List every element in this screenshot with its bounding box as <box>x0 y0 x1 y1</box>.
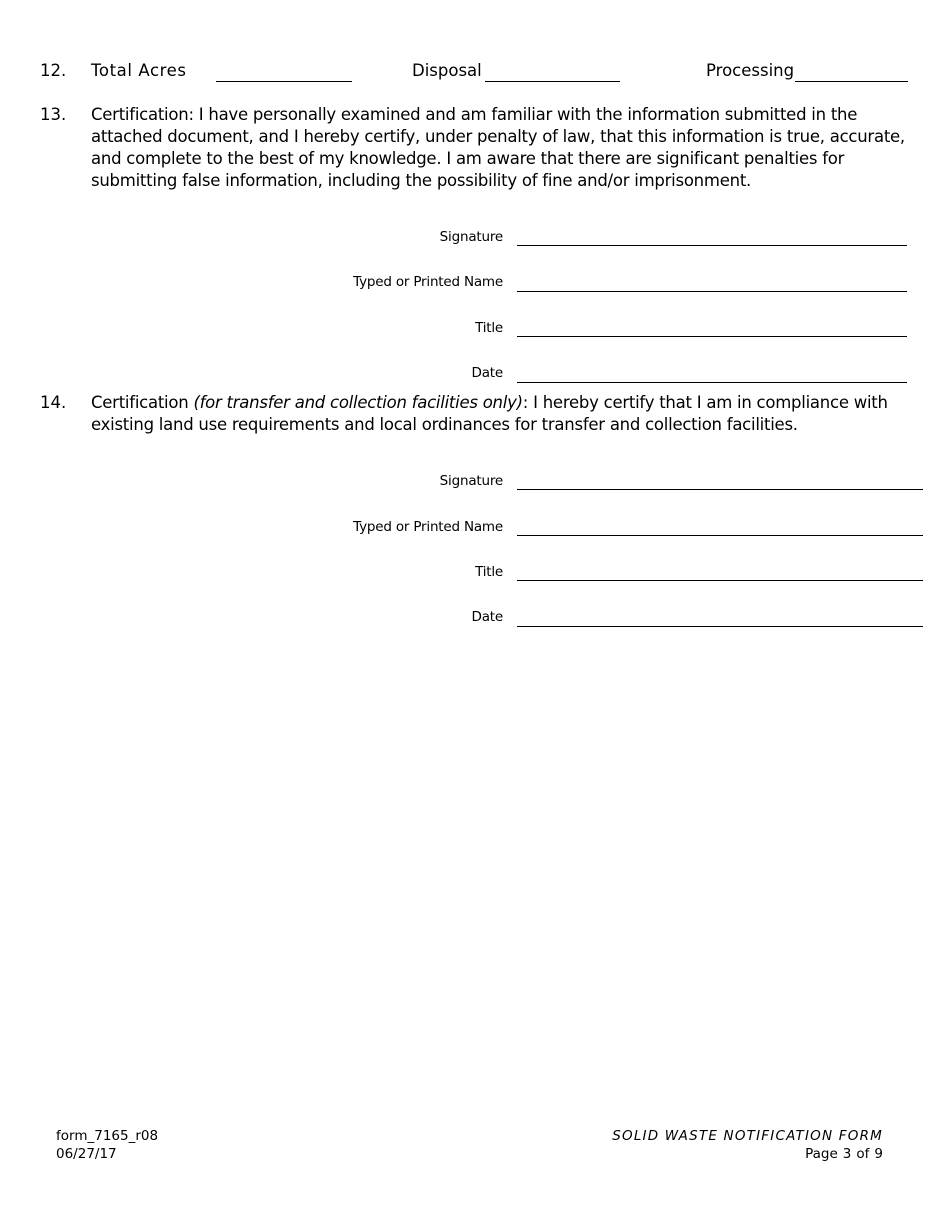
transfer-title-label: Title <box>475 564 503 580</box>
transfer-date-label: Date <box>471 609 503 625</box>
transfer-date-field[interactable] <box>517 626 923 627</box>
item-13-number: 13. <box>40 105 67 124</box>
revision-date: 06/27/17 <box>56 1146 117 1162</box>
transfer-certification-text <box>91 392 906 436</box>
transfer-certification-lead: Certification <box>91 393 194 412</box>
disposal-label: Disposal <box>412 61 482 80</box>
disposal-field[interactable] <box>485 81 620 82</box>
transfer-printed-name-field[interactable] <box>517 535 923 536</box>
footer-page-info <box>612 1127 883 1163</box>
footer-form-info <box>56 1127 158 1163</box>
total-acres-field[interactable] <box>216 81 352 82</box>
transfer-certification-body: : I hereby certify that I am in compliance with existing land use requirements and local ordinances for transfer and collection facilities. <box>91 393 888 434</box>
page-total: 9 <box>874 1146 883 1162</box>
processing-label: Processing <box>706 61 795 80</box>
printed-name-label: Typed or Printed Name <box>353 274 503 290</box>
transfer-signature-label: Signature <box>439 473 503 489</box>
total-acres-label: Total Acres <box>91 61 187 80</box>
page-number <box>612 1145 883 1163</box>
transfer-signature-field[interactable] <box>517 489 923 490</box>
signature-field[interactable] <box>517 245 907 246</box>
page-word: Page <box>805 1146 838 1162</box>
processing-field[interactable] <box>795 81 908 82</box>
date-field[interactable] <box>517 382 907 383</box>
page-of: of <box>856 1146 870 1162</box>
transfer-title-field[interactable] <box>517 580 923 581</box>
transfer-certification-qualifier: (for transfer and collection facilities only) <box>193 393 523 412</box>
signature-label: Signature <box>439 229 503 245</box>
form-title: SOLID WASTE NOTIFICATION FORM <box>612 1128 883 1144</box>
title-label: Title <box>475 320 503 336</box>
form-id: form_7165_r08 <box>56 1128 159 1144</box>
page-current: 3 <box>842 1146 852 1162</box>
item-12-number: 12. <box>40 61 67 80</box>
date-label: Date <box>471 365 503 381</box>
transfer-printed-name-label: Typed or Printed Name <box>353 519 503 535</box>
item-14-number: 14. <box>40 393 67 412</box>
certification-text: Certification: I have personally examined and am familiar with the information submitted in the attached document, and I hereby certify, under penalty of law, that this information is true, accurate, and complete to the best of my knowledge. I am aware that there are significant penalties for submitting false information, including the possibility of fine and/or imprisonment. <box>91 105 905 190</box>
printed-name-field[interactable] <box>517 291 907 292</box>
title-field[interactable] <box>517 336 907 337</box>
